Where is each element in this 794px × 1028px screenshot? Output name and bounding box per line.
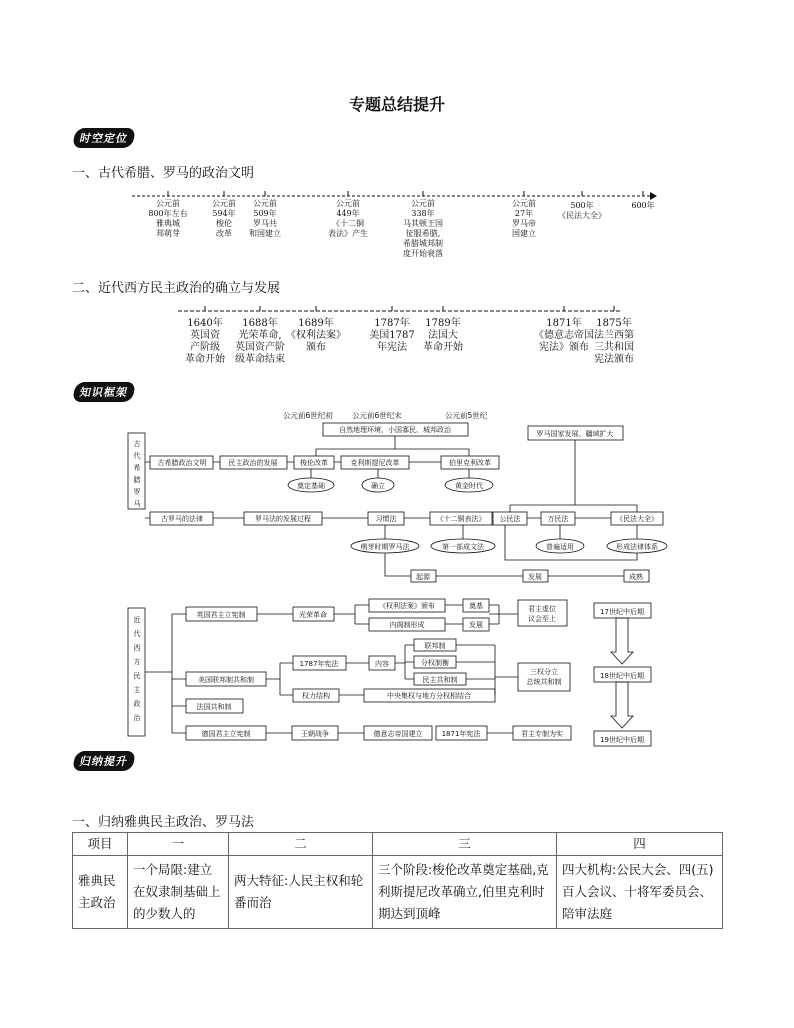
uk-text-3: 内阁制形成 <box>389 621 425 629</box>
badge-summary: 归纳提升 <box>72 751 136 771</box>
fr-text-0: 法国共和制 <box>196 703 232 711</box>
stage-text-2: 成熟 <box>629 573 643 581</box>
top-label-3: 公元前5世纪 <box>445 411 488 420</box>
rome-oval-text-0: 萌芽时期罗马法 <box>360 543 410 551</box>
period-text-2: 19世纪中后期 <box>600 736 644 744</box>
cell-3: 三个阶段:梭伦改革奠定基础,克利斯提尼改革确立,伯里克利时期达到顶峰 <box>373 856 557 929</box>
timeline2-event-line: 1789年 <box>425 318 461 329</box>
timeline2-event-line: 英国资 <box>190 330 220 341</box>
greek-env-text: 自然地理环境、小国寡民、城邦政治 <box>339 426 451 434</box>
timeline1-event-line: 梭伦 <box>216 219 232 228</box>
cell-2: 两大特征:人民主权和轮番而治 <box>229 856 373 929</box>
us-text-5: 民主共和制 <box>422 676 458 684</box>
timeline2-event-line: 宪法颁布 <box>594 354 634 365</box>
greek-row-4: 伯里克利改革 <box>449 459 491 467</box>
greek-oval-text-0: 奠定基础 <box>297 482 325 490</box>
timeline2-event-line: 产阶级 <box>190 342 220 353</box>
timeline2-event-line: 英国资产阶 <box>235 342 285 353</box>
modern-side-char: 主 <box>133 686 141 694</box>
ancient-side-char: 代 <box>133 452 141 460</box>
table-row <box>73 856 723 929</box>
timeline2-event-line: 1871年 <box>546 318 582 329</box>
timeline1-event-line: 改革 <box>216 229 232 238</box>
timeline1-event-line: 公元前 <box>253 199 277 208</box>
badge-timeline: 时空定位 <box>72 128 136 148</box>
timeline2-event-line: 美国1787 <box>369 330 415 341</box>
modern-side-char: 民 <box>133 672 141 680</box>
timeline2-event-line: 革命开始 <box>423 342 463 353</box>
us-text-6: 权力结构 <box>302 692 330 700</box>
period-text-0: 17世纪中后期 <box>600 608 644 616</box>
greek-oval-text-1: 确立 <box>371 482 385 490</box>
timeline1-event-line: 罗马共 <box>253 219 277 228</box>
rome-row-1: 罗马法的发展过程 <box>255 515 311 523</box>
greek-row-0: 古希腊政治文明 <box>157 459 207 467</box>
us-text-2: 内容 <box>375 660 389 668</box>
timeline2-event-line: 《权利法案》 <box>286 330 346 341</box>
us-text-7: 中央集权与地方分权相结合 <box>387 692 471 700</box>
rome-row-5: 万民法 <box>547 515 569 523</box>
modern-side-char: 西 <box>133 644 141 652</box>
summary-table <box>72 832 723 929</box>
de-text-2: 德意志帝国建立 <box>373 730 423 738</box>
timeline1-event-line: 27年 <box>514 209 534 218</box>
section1-heading: 一、古代希腊、罗马的政治文明 <box>72 166 255 181</box>
us-result-text: 三权分立 <box>530 668 558 676</box>
badge-framework: 知识框架 <box>72 382 136 402</box>
timeline1-event-line: 公元前 <box>212 199 236 208</box>
th-4: 四 <box>557 833 723 856</box>
timeline1-event-line: 表法》产生 <box>328 229 368 238</box>
rome-oval-text-1: 第一部成文法 <box>442 543 484 551</box>
modern-side-char: 治 <box>133 714 141 722</box>
de-text-4: 君主专制为实 <box>521 730 563 738</box>
modern-side-char: 政 <box>133 700 141 708</box>
timeline2-event-line: 1689年 <box>298 318 334 329</box>
period-arrow-0 <box>611 618 633 664</box>
timeline1-event-line: 公元前 <box>411 199 435 208</box>
timeline1-event-line: 邦萌芽 <box>156 229 180 238</box>
timeline1-event-line: 征服希腊, <box>405 229 441 238</box>
timeline1-event-line: 国建立 <box>512 229 536 238</box>
timeline1-event-line: 600年 <box>631 201 655 210</box>
period-text-1: 18世纪中后期 <box>600 672 644 680</box>
us-text-4: 分权制衡 <box>421 659 449 667</box>
timeline2-event-line: 宪法》颁布 <box>539 342 589 353</box>
rome-row-2: 习惯法 <box>375 515 397 523</box>
timeline1-event-line: 度开始衰落 <box>403 249 443 258</box>
timeline1-event-line: 509年 <box>253 209 277 218</box>
timeline2-event-line: 1640年 <box>187 318 223 329</box>
th-2: 二 <box>229 833 373 856</box>
summary-heading: 一、归纳雅典民主政治、罗马法 <box>72 815 255 830</box>
timeline1-event-line: 和国建立 <box>249 229 281 238</box>
timeline2-event-line: 光荣革命, <box>238 330 282 341</box>
rome-row-4: 公民法 <box>499 515 521 523</box>
ancient-side-char: 马 <box>133 500 141 508</box>
uk-text-5: 发展 <box>469 621 483 629</box>
timeline1-event-line: 马其顿王国 <box>403 219 443 228</box>
timeline2-event-line: 级革命结束 <box>235 354 285 365</box>
timeline1-event-line: 公元前 <box>156 199 180 208</box>
uk-text-1: 光荣革命 <box>299 611 327 619</box>
page-title: 专题总结提升 <box>348 95 445 114</box>
greek-row-3: 克利斯提尼改革 <box>350 459 400 467</box>
ancient-side-char: 古 <box>133 440 141 448</box>
th-1: 一 <box>128 833 229 856</box>
th-item: 项目 <box>73 833 128 856</box>
rome-oval-text-2: 普遍适用 <box>546 543 574 551</box>
timeline2-event-line: 1787年 <box>374 318 410 329</box>
timeline2-event-line: 法兰西第 <box>594 330 634 341</box>
ancient-side-char: 希 <box>133 464 141 472</box>
rome-row-0: 古罗马的法律 <box>161 515 203 523</box>
timeline1-event-line: 594年 <box>212 209 236 218</box>
top-label-1: 公元前6世纪初 <box>283 411 333 420</box>
timeline1-event-line: 800年左右 <box>148 209 188 218</box>
timeline1-event-line: 公元前 <box>336 199 360 208</box>
table-header-row <box>73 833 723 856</box>
timeline1-event-line: 希腊城邦制 <box>403 239 443 248</box>
ancient-side-char: 罗 <box>133 488 141 496</box>
uk-result-text: 议会至上 <box>528 615 556 623</box>
cell-1: 一个局限:建立在奴隶制基础上的少数人的 <box>128 856 229 929</box>
uk-text-0: 英国君主立宪制 <box>196 611 246 619</box>
timeline1-event-line: 《十二铜 <box>332 219 364 228</box>
uk-result-text: 君主虚位 <box>528 605 556 613</box>
cell-item: 雅典民主政治 <box>73 856 128 929</box>
timeline1-event-line: 罗马帝 <box>512 219 536 228</box>
timeline1-event-line: 338年 <box>411 209 435 218</box>
uk-text-4: 奠基 <box>469 602 483 610</box>
rome-row-3: 《十二铜表法》 <box>436 515 486 523</box>
greek-row-1: 民主政治的发展 <box>228 459 278 467</box>
modern-side-char: 方 <box>133 658 141 666</box>
greek-row-2: 梭伦改革 <box>300 459 328 467</box>
rome-expand-text: 罗马国家发展、疆域扩大 <box>536 430 614 438</box>
rome-row-6: 《民法大全》 <box>616 515 658 523</box>
us-text-1: 1787年宪法 <box>299 660 339 668</box>
modern-side-char: 近 <box>133 616 141 624</box>
rome-oval-text-3: 形成法律体系 <box>616 543 658 551</box>
timeline1-event-line: 雅典城 <box>156 219 180 228</box>
timeline2-event-line: 三共和国 <box>594 342 634 353</box>
timeline1-event-line: 《民法大全》 <box>558 211 606 220</box>
de-text-3: 1871年宪法 <box>441 730 481 738</box>
timeline1-event-line: 500年 <box>570 201 594 210</box>
timeline1-event-line: 公元前 <box>512 199 536 208</box>
timeline2-event-line: 颁布 <box>306 342 326 353</box>
timeline2-event-line: 年宪法 <box>377 342 407 353</box>
top-label-2: 公元前6世纪末 <box>352 411 402 420</box>
timeline2-event-line: 《德意志帝国 <box>534 330 594 341</box>
greek-oval-text-2: 黄金时代 <box>455 482 483 490</box>
stage-text-1: 发展 <box>528 573 542 581</box>
period-arrow-1 <box>611 682 633 728</box>
modern-side-char: 代 <box>133 630 141 638</box>
de-text-1: 王朝战争 <box>301 730 329 738</box>
stage-text-0: 起源 <box>416 573 430 581</box>
uk-text-2: 《权利法案》颁布 <box>379 602 435 610</box>
section2-heading: 二、近代西方民主政治的确立与发展 <box>72 281 281 296</box>
timeline2-event-line: 革命开始 <box>185 354 225 365</box>
us-result-text: 总统共和制 <box>526 678 562 686</box>
timeline2-event-line: 1688年 <box>242 318 278 329</box>
timeline1-event-line: 449年 <box>336 209 360 218</box>
us-text-3: 联邦制 <box>424 642 446 650</box>
ancient-side-char: 腊 <box>133 476 141 484</box>
cell-4: 四大机构:公民大会、四(五)百人会议、十将军委员会、陪审法庭 <box>557 856 723 929</box>
de-text-0: 德国君主立宪制 <box>201 730 251 738</box>
th-3: 三 <box>373 833 557 856</box>
timeline2-event-line: 1875年 <box>596 318 632 329</box>
timeline2-event-line: 法国大 <box>428 330 458 341</box>
us-text-0: 美国联邦制共和制 <box>198 676 254 684</box>
